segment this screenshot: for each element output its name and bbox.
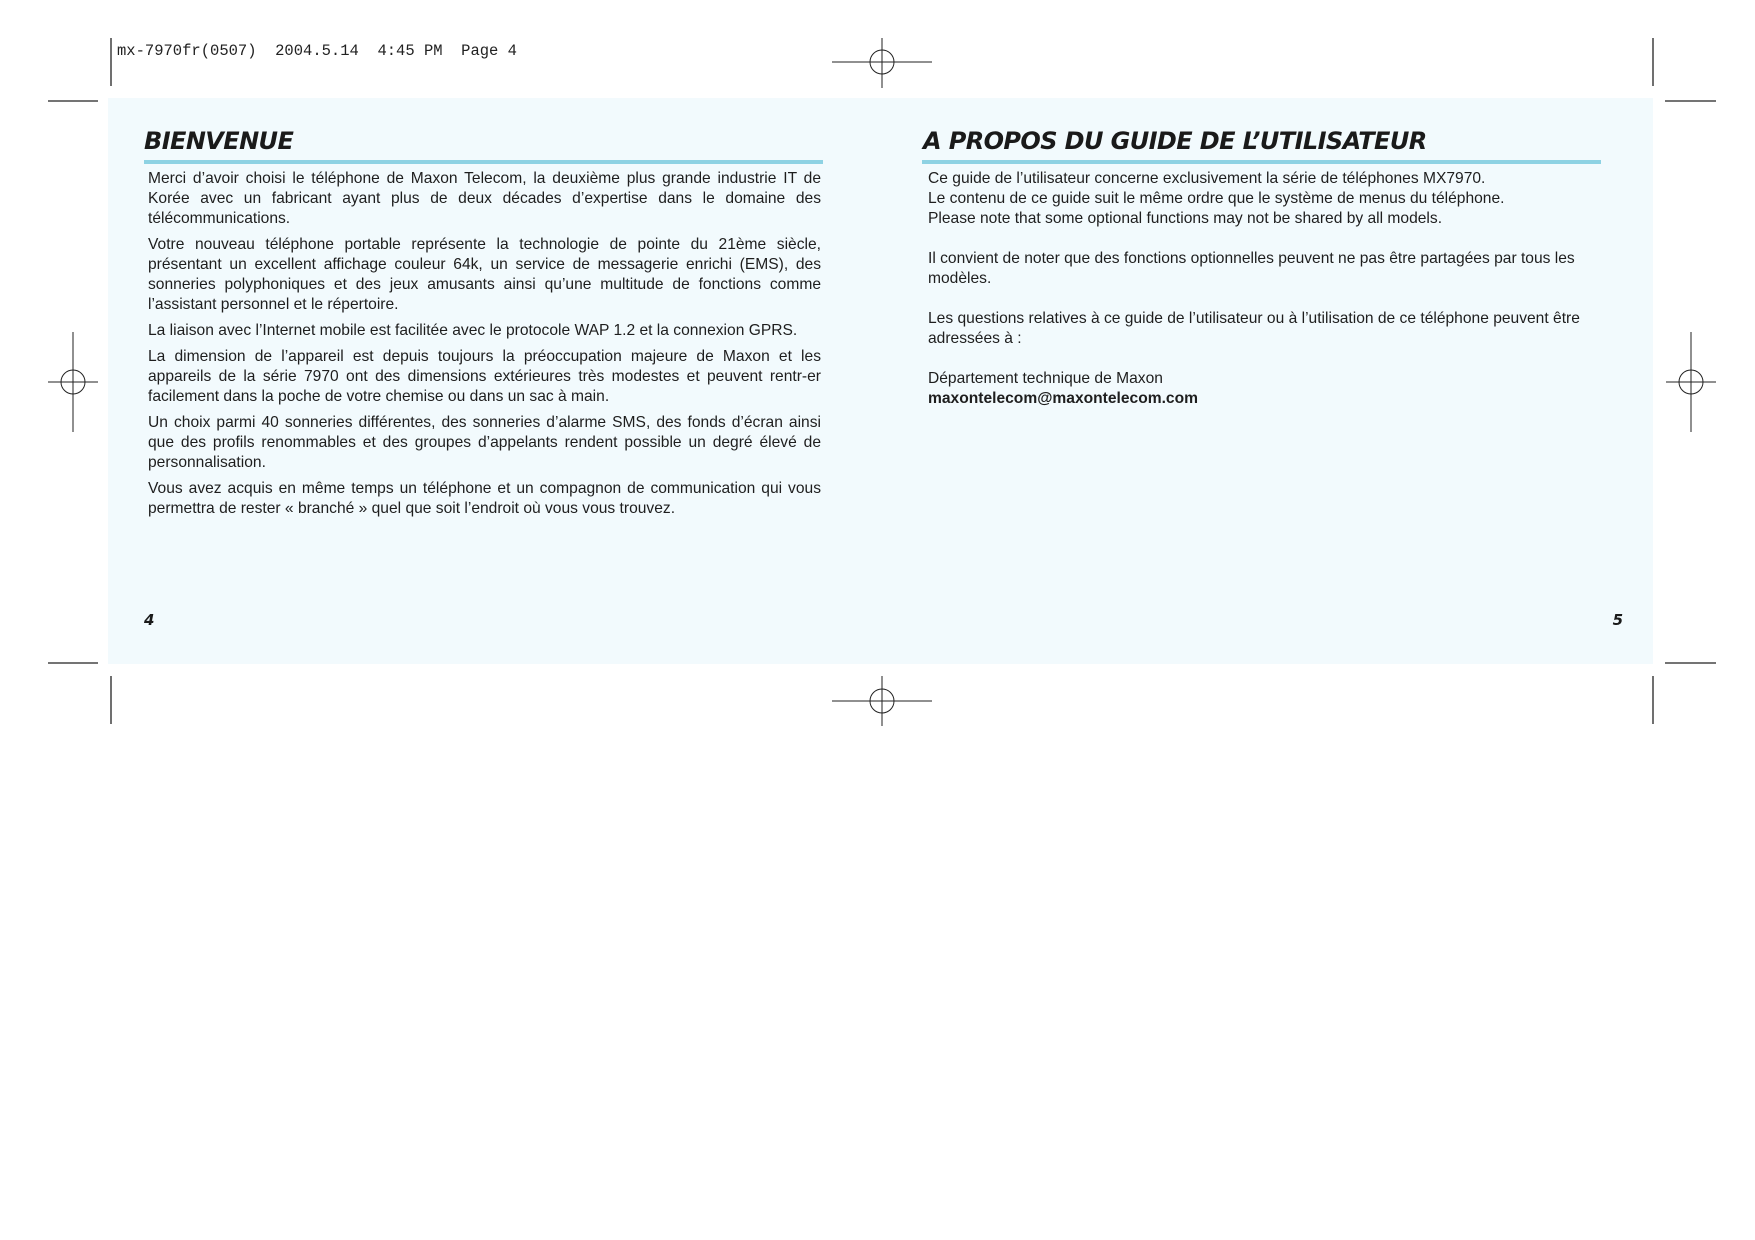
intro-line: Please note that some optional functions may not be shared by all models. [928,210,1443,227]
right-page-heading: A PROPOS DU GUIDE DE L’UTILISATEUR [923,127,1427,155]
page-number: 5 [1612,611,1623,629]
registration-mark [832,676,932,726]
print-slug-line: mx-7970fr(0507) 2004.5.14 4:45 PM Page 4 [117,42,517,60]
paragraph: Vous avez acquis en même temps un téléphone et un compagnon de communication qui vous permettra de rester « branché » quel que soit l’endroit où vous vous trouvez. [148,480,821,517]
paragraph: La liaison avec l’Internet mobile est facilitée avec le protocole WAP 1.2 et la connexion GPRS. [148,322,798,339]
questions-paragraph: Les questions relatives à ce guide de l’utilisateur ou à l’utilisation de ce téléphone peuvent être adressées à : [928,310,1580,347]
left-page-heading: BIENVENUE [144,127,294,155]
paragraph: La dimension de l’appareil est depuis toujours la préoccupation majeure de Maxon et les appareils de la série 7970 ont des dimensions extérieures très modestes et peuvent rentr-er facilement dans la poche de votre chemise ou dans un sac à main. [148,348,821,405]
intro-line: Ce guide de l’utilisateur concerne exclusivement la série de téléphones MX7970. [928,170,1486,187]
department-name: Département technique de Maxon [928,370,1163,387]
optional-functions-note: Il convient de noter que des fonctions optionnelles peuvent ne pas être partagées par tous les modèles. [928,250,1575,287]
registration-mark [1666,332,1716,432]
registration-mark [832,38,932,88]
registration-mark [48,332,98,432]
contact-email: maxontelecom@maxontelecom.com [928,390,1198,407]
intro-line: Le contenu de ce guide suit le même ordre que le système de menus du téléphone. [928,190,1505,207]
page-number: 4 [144,611,155,629]
paragraph: Un choix parmi 40 sonneries différentes, des sonneries d’alarme SMS, des fonds d’écran ainsi que des profils renommables et des groupes d’appelants rendent possible un degré élevé de personnalisation. [148,414,821,471]
paragraph: Merci d’avoir choisi le téléphone de Maxon Telecom, la deuxième plus grande industrie IT de Korée avec un fabricant ayant plus de deux décades d’expertise dans le domaine des télécommunications. [148,170,821,227]
paragraph: Votre nouveau téléphone portable représente la technologie de pointe du 21ème siècle, présentant un excellent affichage couleur 64k, un service de messagerie enrichi (EMS), des sonneries polyphoniques et des jeux amusants ainsi qu’une multitude de fonctions comme l’assistant personnel et le répertoire. [148,236,821,313]
